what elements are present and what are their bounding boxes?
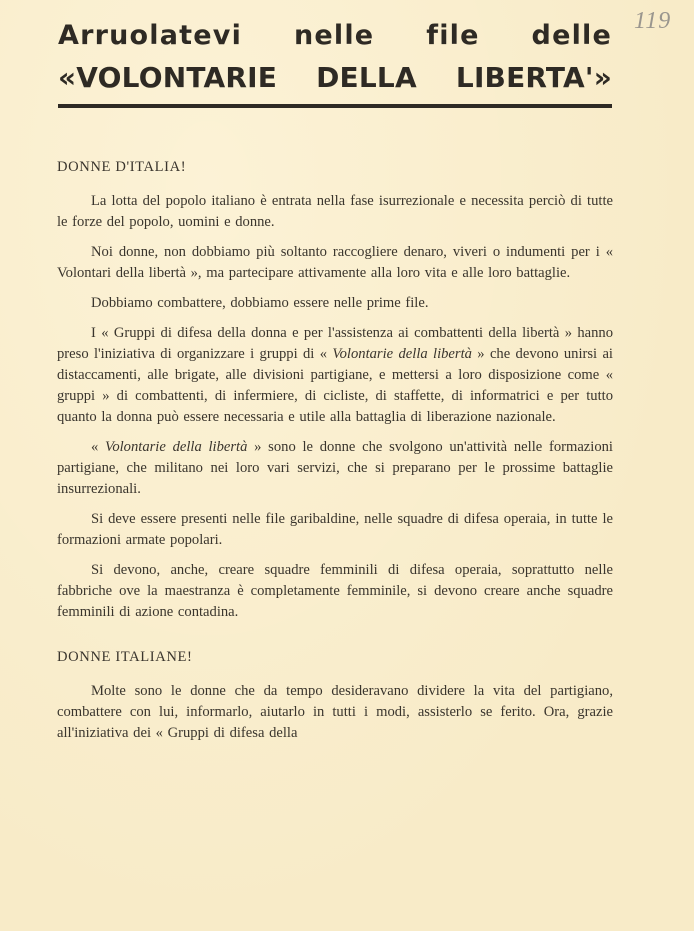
paragraph: Si deve essere presenti nelle file garibaldine, nelle squadre di difesa operaia, in tutte le formazioni armate popolari. [57, 511, 613, 548]
handwritten-page-number: 119 [634, 8, 672, 34]
paragraph [57, 323, 613, 428]
section-gap [57, 632, 613, 647]
paragraph: La lotta del popolo italiano è entrata nella fase isurrezionale e necessita perciò di tutte le forze del popolo, uomini e donne. [57, 193, 613, 230]
paragraph-text: » che devono unirsi ai distaccamenti, alle brigate, alle divisioni partigiane, e mettersi a loro disposizione come « gruppi » di combattenti, di infermiere, di cicliste, di staffette, di informatrici e per tutto quanto la donna può essere necessaria e utile alla battaglia di liberazione nazionale. [57, 346, 613, 425]
italic-term: Volontarie della libertà [105, 439, 248, 455]
headline-line-2: «VOLONTARIE DELLA LIBERTA'» [58, 61, 612, 94]
headline [58, 16, 612, 98]
paragraph: Noi donne, non dobbiamo più soltanto raccogliere denaro, viveri o indumenti per i « Volontari della libertà », ma partecipare attivamente alla loro vita e alle loro battaglie. [57, 244, 613, 281]
headline-rule [58, 104, 612, 108]
paragraph: Si devono, anche, creare squadre femminili di difesa operaia, soprattutto nelle fabbriche ove la maestranza è completamente femminile, si devono creare anche squadre femminili di azione contadina. [57, 562, 613, 620]
section-heading-donne-d-italia: DONNE D'ITALIA! [57, 159, 187, 175]
paragraph-text: « [91, 439, 106, 455]
paragraph-text: » sono le donne che svolgono un'attività nelle formazioni partigiane, che militano nei loro vari servizi, che si preparano per le prossime battaglie insurrezionali. [57, 439, 613, 497]
headline-line-1: Arruolatevi nelle file delle [58, 20, 612, 51]
italic-term: Volontarie della libertà [332, 346, 472, 362]
body-text [57, 157, 613, 753]
paragraph-text: I « Gruppi di difesa della donna e per l'assistenza ai combattenti della libertà » hanno preso l'iniziativa di organizzare i gruppi di « [57, 325, 613, 362]
paragraph: Molte sono le donne che da tempo desideravano dividere la vita del partigiano, combattere con lui, informarlo, aiutarlo in tutti i modi, assisterlo se ferito. Ora, grazie all'iniziativa dei « Gruppi di difesa della [57, 683, 613, 741]
section-heading-donne-italiane: DONNE ITALIANE! [57, 649, 193, 665]
paragraph [57, 437, 613, 500]
paragraph: Dobbiamo combattere, dobbiamo essere nelle prime file. [91, 295, 429, 311]
